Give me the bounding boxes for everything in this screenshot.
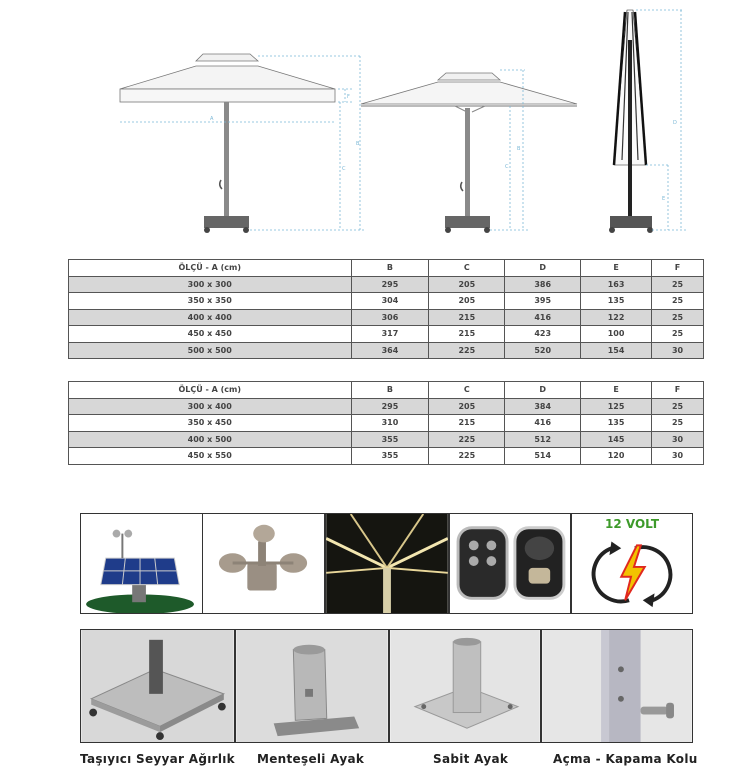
solar-panel-tile <box>80 513 203 614</box>
header-b: B <box>351 260 429 277</box>
cell-b: 295 <box>351 276 429 293</box>
cell-c: 205 <box>429 276 505 293</box>
header-c: C <box>429 382 505 399</box>
cell-b: 306 <box>351 309 429 326</box>
cell-d: 520 <box>505 342 581 359</box>
header-d: D <box>505 382 581 399</box>
cell-size: 350 x 450 <box>69 415 352 432</box>
table-row <box>69 276 704 293</box>
header-b: B <box>351 382 429 399</box>
cell-d: 386 <box>505 276 581 293</box>
cell-f: 30 <box>652 342 704 359</box>
mobile-base-tile <box>80 629 235 743</box>
table-row <box>69 415 704 432</box>
cell-c: 225 <box>429 342 505 359</box>
cell-f: 25 <box>652 415 704 432</box>
fixed-foot-image <box>390 630 540 742</box>
remote-control-icon <box>450 514 570 613</box>
wind-sensor-tile <box>202 513 325 614</box>
table-row <box>69 326 704 343</box>
umbrella-diagram-flat <box>361 73 577 233</box>
table-row <box>69 293 704 310</box>
cell-size: 300 x 300 <box>69 276 352 293</box>
battery-voltage-icon <box>572 514 692 613</box>
header-c: C <box>429 260 505 277</box>
cell-e: 163 <box>581 276 652 293</box>
cell-e: 154 <box>581 342 652 359</box>
cell-f: 25 <box>652 276 704 293</box>
table-row <box>69 342 704 359</box>
header-e: E <box>581 382 652 399</box>
cell-d: 416 <box>505 309 581 326</box>
table-row <box>69 431 704 448</box>
cell-f: 30 <box>652 448 704 465</box>
remote-control-tile <box>449 513 571 614</box>
label-d: D <box>673 120 677 126</box>
label-f: F <box>347 94 350 100</box>
table-row <box>69 309 704 326</box>
cell-d: 384 <box>505 398 581 415</box>
label-e: E <box>662 196 666 202</box>
label-c-2: C <box>505 164 509 170</box>
cell-d: 416 <box>505 415 581 432</box>
cell-size: 400 x 500 <box>69 431 352 448</box>
cell-b: 304 <box>351 293 429 310</box>
dimensions-table-rectangular <box>68 381 704 465</box>
caption-hinged-foot: Menteşeli Ayak <box>257 752 365 766</box>
cell-e: 100 <box>581 326 652 343</box>
cell-d: 395 <box>505 293 581 310</box>
cell-c: 215 <box>429 326 505 343</box>
header-d: D <box>505 260 581 277</box>
cell-f: 25 <box>652 326 704 343</box>
voltage-label: 12 VOLT <box>605 517 659 531</box>
table-row <box>69 398 704 415</box>
cell-d: 514 <box>505 448 581 465</box>
cell-d: 423 <box>505 326 581 343</box>
umbrella-diagram-closed <box>609 10 653 233</box>
caption-mobile-base: Taşıyıcı Seyyar Ağırlık <box>80 752 235 766</box>
cell-b: 317 <box>351 326 429 343</box>
header-e: E <box>581 260 652 277</box>
cell-e: 122 <box>581 309 652 326</box>
solar-panel-icon <box>81 514 202 613</box>
cell-size: 300 x 400 <box>69 398 352 415</box>
cell-size: 400 x 400 <box>69 309 352 326</box>
label-b-2: B <box>517 146 521 152</box>
header-f: F <box>652 382 704 399</box>
label-c: C <box>342 166 346 172</box>
cell-size: 450 x 450 <box>69 326 352 343</box>
table-row <box>69 448 704 465</box>
led-lighting-tile <box>325 513 449 614</box>
mobile-base-image <box>81 630 234 742</box>
header-size: ÖLÇÜ - A (cm) <box>69 382 352 399</box>
cell-e: 125 <box>581 398 652 415</box>
cell-f: 25 <box>652 398 704 415</box>
cell-f: 25 <box>652 309 704 326</box>
umbrella-diagrams <box>0 0 753 245</box>
cell-b: 310 <box>351 415 429 432</box>
anemometer-icon <box>203 514 324 613</box>
table-header-row <box>69 382 704 399</box>
led-light-icon <box>326 514 448 613</box>
label-b: B <box>356 141 360 147</box>
cell-c: 205 <box>429 293 505 310</box>
cell-c: 205 <box>429 398 505 415</box>
caption-fixed-foot: Sabit Ayak <box>433 752 509 766</box>
cell-size: 350 x 350 <box>69 293 352 310</box>
cell-e: 135 <box>581 415 652 432</box>
caption-crank: Açma - Kapama Kolu <box>553 752 698 766</box>
cell-b: 364 <box>351 342 429 359</box>
cell-size: 450 x 550 <box>69 448 352 465</box>
table-header-row <box>69 260 704 277</box>
umbrella-diagram-boxed <box>120 54 335 233</box>
cell-f: 30 <box>652 431 704 448</box>
header-size: ÖLÇÜ - A (cm) <box>69 260 352 277</box>
hinged-foot-image <box>236 630 388 742</box>
cell-d: 512 <box>505 431 581 448</box>
fixed-foot-tile <box>389 629 541 743</box>
crank-handle-image <box>542 630 692 742</box>
cell-e: 135 <box>581 293 652 310</box>
cell-e: 145 <box>581 431 652 448</box>
cell-b: 295 <box>351 398 429 415</box>
crank-handle-tile <box>541 629 693 743</box>
header-f: F <box>652 260 704 277</box>
cell-size: 500 x 500 <box>69 342 352 359</box>
dimensions-table-square <box>68 259 704 359</box>
cell-b: 355 <box>351 431 429 448</box>
cell-c: 215 <box>429 415 505 432</box>
cell-f: 25 <box>652 293 704 310</box>
hinged-foot-tile <box>235 629 389 743</box>
cell-b: 355 <box>351 448 429 465</box>
voltage-tile <box>571 513 693 614</box>
label-a: A <box>210 116 214 122</box>
cell-e: 120 <box>581 448 652 465</box>
cell-c: 215 <box>429 309 505 326</box>
cell-c: 225 <box>429 448 505 465</box>
cell-c: 225 <box>429 431 505 448</box>
